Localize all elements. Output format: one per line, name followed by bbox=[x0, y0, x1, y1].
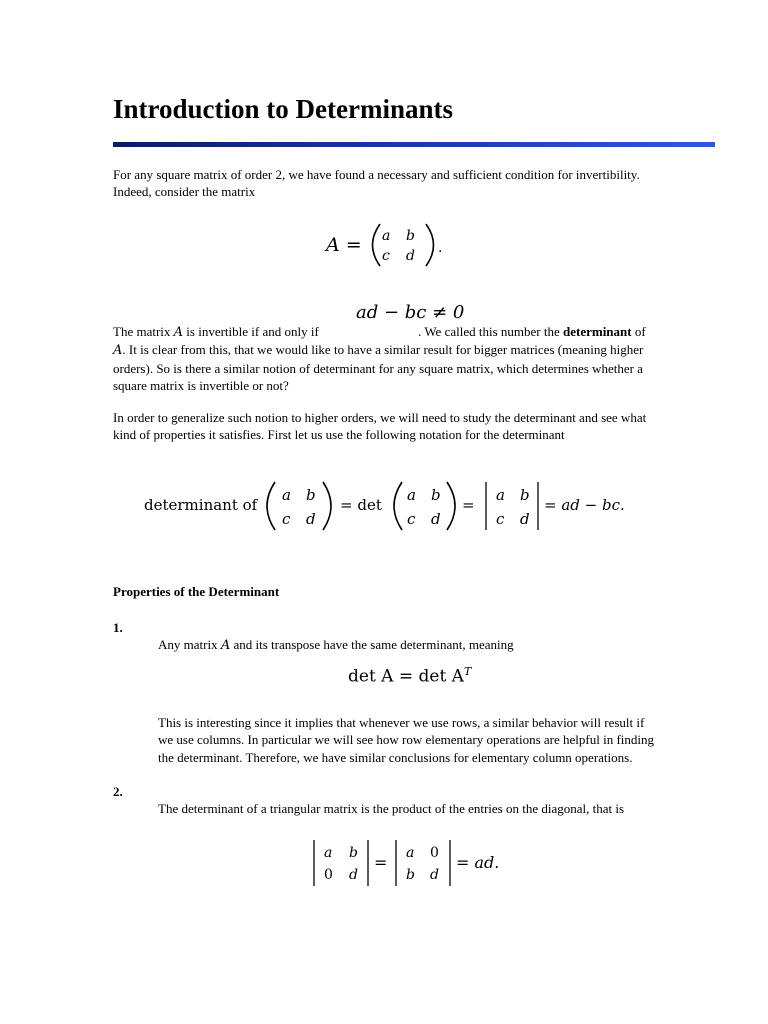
entry-d: d bbox=[406, 248, 415, 264]
svg-text:b: b bbox=[520, 486, 530, 504]
eq-lhs: A = bbox=[326, 234, 362, 256]
transpose-formula: $\det A = \det A^T$ bbox=[348, 665, 472, 687]
svg-text:b: b bbox=[431, 486, 441, 504]
page-title: Introduction to Determinants bbox=[113, 94, 453, 124]
svg-text:0: 0 bbox=[430, 845, 439, 861]
eq-period: . bbox=[438, 240, 443, 256]
intro-paragraph: For any square matrix of order 2, we have found a necessary and sufficient condition for invertibility. Indeed, consider the matrix bbox=[113, 167, 640, 200]
svg-text:d: d bbox=[520, 510, 530, 528]
svg-text:a: a bbox=[324, 845, 333, 861]
determinant-notation-equation bbox=[140, 478, 640, 536]
svg-text:a: a bbox=[407, 486, 416, 504]
invertibility-paragraph: The matrix A is invertible if and only if . We called this number the determinant of A. It is clear from this, that we would like to have a similar result for bigger matrices (meaning higher orders). So is there a similar notion of determinant for any square matrix, which determines whether a square matrix is invertible or not? bbox=[113, 324, 646, 393]
entry-b: b bbox=[406, 228, 415, 244]
generalize-paragraph: In order to generalize such notion to higher orders, we will need to study the determinant and see what kind of properties it satisfies. First let us use the following notation for the determinant bbox=[113, 410, 647, 443]
notation-prefix: determinant of bbox=[144, 496, 258, 514]
svg-text:= ad.: = ad. bbox=[456, 853, 500, 872]
property-1-number: 1. bbox=[113, 620, 123, 635]
svg-text:a: a bbox=[496, 486, 505, 504]
left-paren bbox=[373, 224, 381, 266]
property-2-statement: The determinant of a triangular matrix is the product of the entries on the diagonal, that is bbox=[158, 801, 625, 816]
svg-text:d: d bbox=[306, 510, 316, 528]
svg-text:=: = bbox=[462, 496, 475, 514]
properties-heading: Properties of the Determinant bbox=[113, 584, 280, 599]
matrix-a-equation bbox=[320, 218, 460, 272]
svg-text:a: a bbox=[282, 486, 291, 504]
svg-text:= ad − bc.: = ad − bc. bbox=[544, 496, 625, 514]
svg-text:c: c bbox=[282, 510, 291, 528]
determinant-term: determinant bbox=[563, 324, 632, 339]
svg-text:c: c bbox=[407, 510, 416, 528]
triangular-determinant-equation bbox=[310, 838, 520, 890]
entry-a: a bbox=[382, 228, 391, 244]
entry-c: c bbox=[382, 248, 390, 264]
svg-text:d: d bbox=[430, 867, 439, 883]
svg-text:b: b bbox=[406, 867, 415, 883]
svg-text:a: a bbox=[406, 845, 415, 861]
svg-text:=: = bbox=[374, 853, 388, 872]
condition-formula: ad − bc ≠ 0 bbox=[356, 302, 465, 323]
svg-text:b: b bbox=[349, 845, 358, 861]
svg-text:d: d bbox=[431, 510, 441, 528]
svg-text:0: 0 bbox=[324, 867, 333, 883]
title-divider bbox=[113, 142, 715, 147]
right-paren bbox=[426, 224, 434, 266]
svg-text:b: b bbox=[306, 486, 316, 504]
svg-text:= det: = det bbox=[340, 496, 382, 514]
property-1-statement: Any matrix A and its transpose have the same determinant, meaning bbox=[158, 637, 514, 653]
svg-text:c: c bbox=[496, 510, 505, 528]
property-2-number: 2. bbox=[113, 784, 123, 799]
svg-text:d: d bbox=[349, 867, 358, 883]
property-1-explanation: This is interesting since it implies that whenever we use rows, a similar behavior will result if we use columns. In particular we will see how row elementary operations are helpful in finding the determinant. Therefore, we have similar conclusions for elementary column operations. bbox=[158, 715, 655, 765]
